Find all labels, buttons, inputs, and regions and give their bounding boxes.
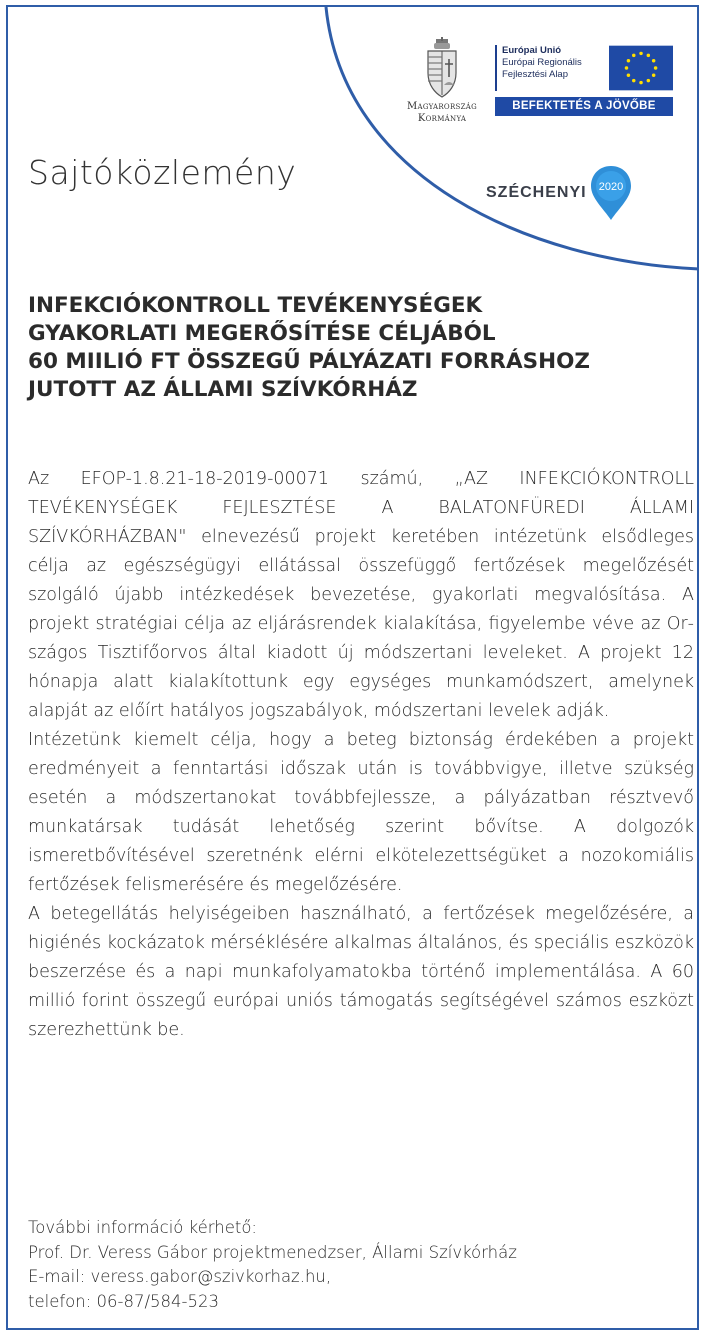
eu-title: Európai Unió <box>502 45 562 56</box>
headline-line-3: 60 MIILIÓ FT ÖSSZEGŰ PÁLYÁZATI FORRÁSHOZ <box>28 349 590 374</box>
eu-fund-line1: Európai Regionális <box>502 57 582 68</box>
gov-name-line1: Magyarország <box>406 101 478 112</box>
coat-of-arms-icon <box>425 37 459 99</box>
document-type-title: Sajtóközlemény <box>28 153 297 192</box>
eu-slogan-banner: BEFEKTETÉS A JÖVŐBE <box>495 97 673 116</box>
headline-line-4: JUTOTT AZ ÁLLAMI SZÍVKÓRHÁZ <box>28 377 418 402</box>
contact-phone: telefon: 06-87/584-523 <box>28 1291 219 1311</box>
contact-info <box>28 1216 517 1314</box>
eu-fund-line2: Fejlesztési Alap <box>502 69 569 80</box>
eu-fund-text <box>495 45 605 91</box>
headline-line-2: GYAKORLATI MEGERŐSÍTÉSE CÉLJÁBÓL <box>28 321 496 346</box>
hungarian-government-logo <box>392 37 492 125</box>
headline-line-1: INFEKCIÓKONTROLL TEVÉKENYSÉGEK <box>28 293 483 318</box>
contact-person: Prof. Dr. Veress Gábor projektmenedzser, Állami Szívkórház <box>28 1242 517 1262</box>
contact-email: E-mail: veress.gabor@szivkorhaz.hu, <box>28 1267 332 1286</box>
page-frame <box>6 5 699 1330</box>
headline <box>28 292 698 404</box>
paragraph-1: Az EFOP-1.8.21-18-2019-00071 számú, „AZ INFEKCIÓKONTROLL TEVÉKENYSÉGEK FEJLESZTÉSE A BALATONFÜREDI ÁLLAMI SZÍVKÓRHÁZBAN" elnevezésű projekt keretében intézetünk elsődleges célja az egészségügyi ellátással összefüggő fertőzések megelőzését szolgáló újabb intézkedések bevezetése, gyakorlati megvalósítása. A projekt stratégiai célja az eljárásrendek kialakítása, figyelembe véve az Országos Tisztifőorvos által kiadott új módszertani leveleket. A projekt 12 hónapja alatt kialakítottunk egy egységes munkamódszert, amelynek alapját az előírt hatályos jogszabályok, módszertani levelek adják. <box>28 469 694 721</box>
paragraph-3: A betegellátás helyiségeiben használható, a fertőzések megelőzésére, a higiénés kockázatok mérséklésére alkalmas általános, és speciális eszközök beszerzése és a napi munkafolyamatokba történő implementálása. A 60 millió forint összegű európai uniós támogatás segítségével számos eszközt szerezhettünk be. <box>28 904 694 1040</box>
szechenyi-word: SZÉCHENYI <box>486 184 587 201</box>
szechenyi-year: 2020 <box>598 181 623 193</box>
eu-funding-logo <box>495 45 673 116</box>
szechenyi-2020-logo <box>486 164 633 222</box>
eu-flag-icon <box>609 45 673 91</box>
map-pin-icon <box>589 164 633 222</box>
article-body <box>28 465 694 1045</box>
paragraph-2: Intézetünk kiemelt célja, hogy a beteg biztonság érdekében a projekt eredményeit a fenntartási időszak után is továbbvigye, illetve szükség esetén a módszertanokat továbbfejlessze, a pályázatban résztvevő munkatársak tudását lehetőség szerint bővítse. A dolgozók ismeretbővítésével szeretnénk elérni elkötelezettségüket a nozokomiális fertőzések felismerésére és megelőzésére. <box>28 730 694 895</box>
contact-intro: További információ kérhető: <box>28 1218 257 1237</box>
gov-name-line2: Kormánya <box>417 113 467 124</box>
